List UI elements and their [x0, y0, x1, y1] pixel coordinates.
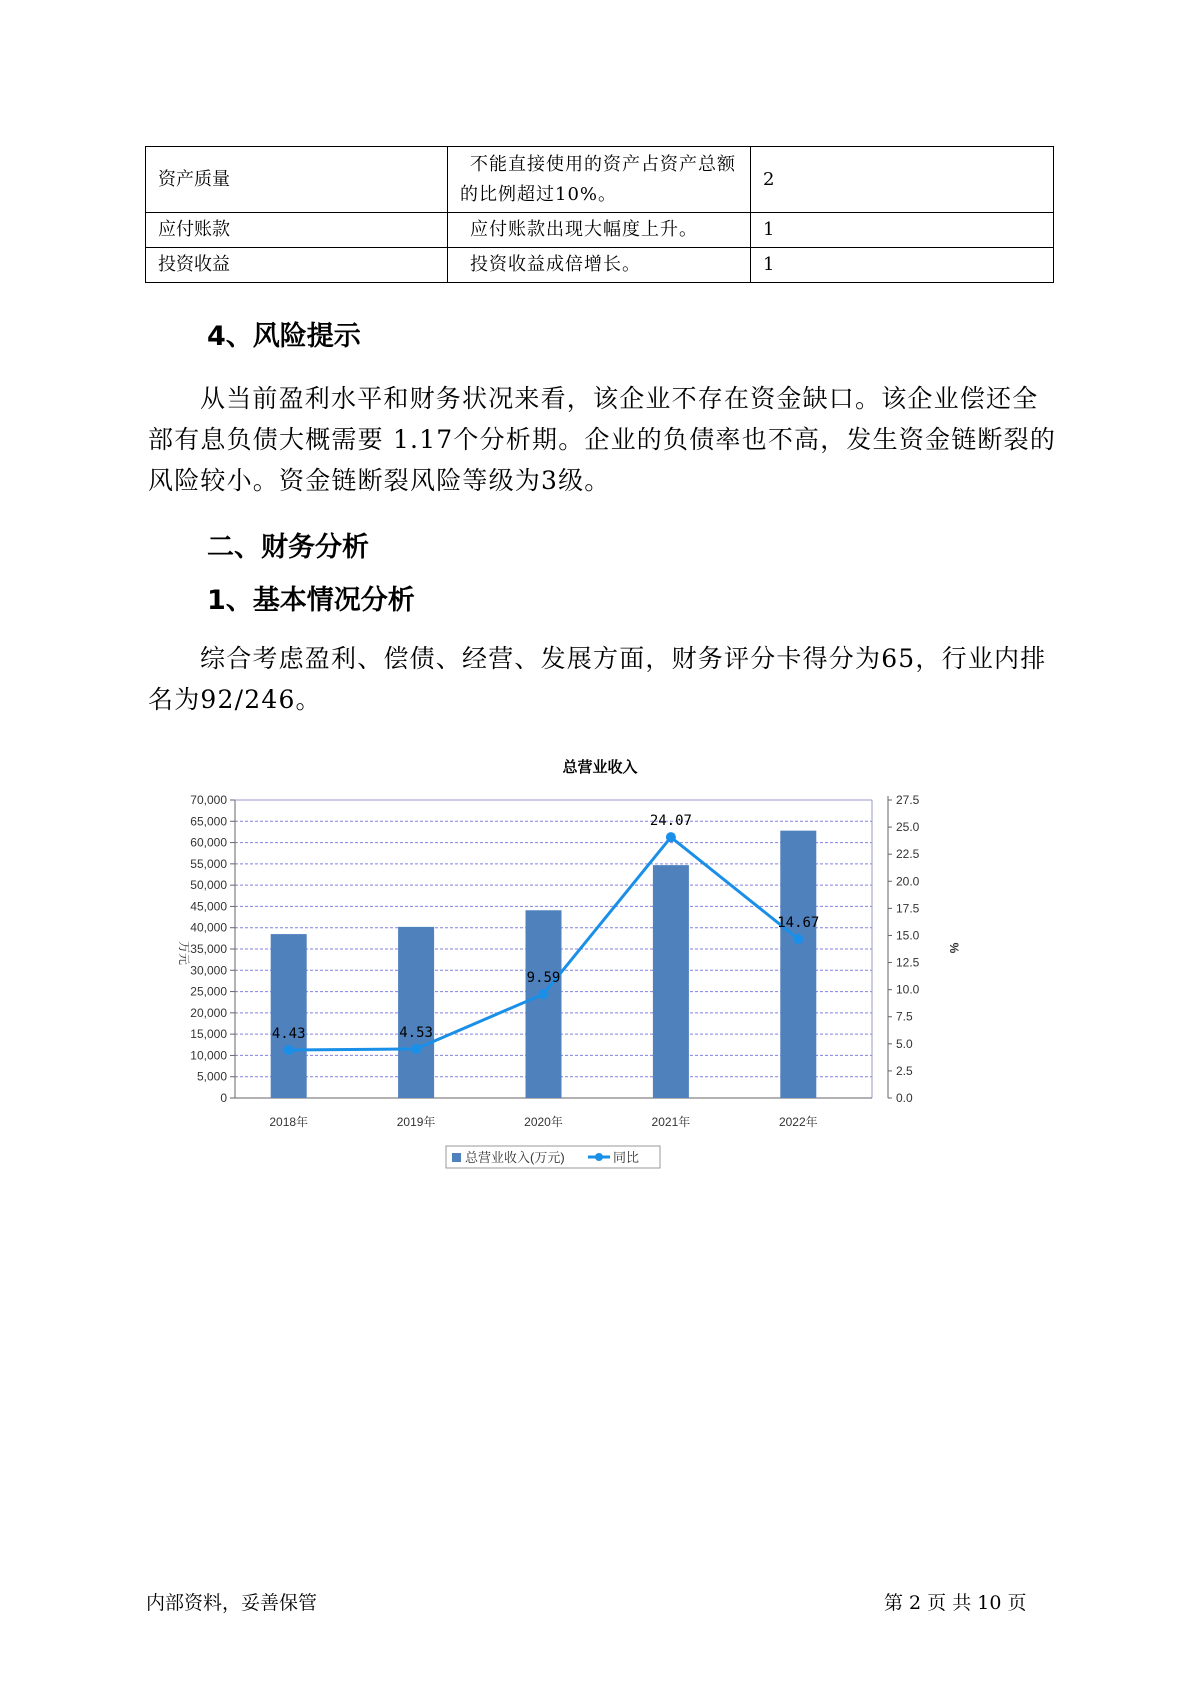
x-tick-label: 2021年 [651, 1115, 691, 1129]
bar [653, 865, 689, 1098]
legend-swatch-point [595, 1153, 603, 1161]
y-axis-title-left: 万元 [177, 940, 191, 966]
x-tick-label: 2019年 [396, 1115, 436, 1129]
line-point [284, 1045, 294, 1055]
y-tick-label-right: 20.0 [896, 874, 920, 889]
table-row [146, 147, 1054, 213]
legend-label-line: 同比 [613, 1150, 640, 1165]
y-tick-label-right: 12.5 [896, 955, 920, 970]
data-label: 9.59 [526, 970, 561, 987]
y-tick-label-left: 65,000 [190, 814, 227, 829]
basic-heading: 1、基本情况分析 [207, 585, 415, 616]
y-tick-label-right: 7.5 [896, 1009, 913, 1024]
y-tick-label-left: 5,000 [196, 1069, 227, 1084]
table-cell-score: 2 [751, 147, 1054, 213]
y-tick-label-right: 10.0 [896, 982, 920, 997]
line-point [539, 989, 549, 999]
footer-confidential: 内部资料，妥善保管 [146, 1592, 318, 1614]
y-tick-label-left: 55,000 [190, 856, 227, 871]
revenue-chart [150, 745, 1050, 1210]
y-tick-label-right: 27.5 [896, 793, 920, 807]
line-point [666, 832, 676, 842]
finance-heading: 二、财务分析 [207, 532, 369, 563]
table-cell-item: 应付账款 [146, 213, 448, 248]
y-tick-label-right: 17.5 [896, 901, 920, 916]
y-tick-label-left: 40,000 [190, 920, 227, 935]
y-tick-label-left: 70,000 [190, 793, 227, 807]
bar [780, 831, 816, 1098]
table-row [146, 213, 1054, 248]
footer-page-number: 第 2 页 共 10 页 [884, 1592, 1027, 1614]
basic-paragraph: 综合考虑盈利、偿债、经营、发展方面，财务评分卡得分为65，行业内排名为92/246。 [148, 644, 1047, 714]
data-label: 4.43 [271, 1025, 306, 1042]
y-tick-label-right: 15.0 [896, 928, 920, 943]
table-row [146, 248, 1054, 283]
table-cell-desc: 投资收益成倍增长。 [448, 248, 751, 283]
legend-swatch-bar [452, 1153, 461, 1162]
y-tick-label-right: 25.0 [896, 820, 920, 835]
risk-heading: 4、风险提示 [207, 321, 361, 352]
chart-title: 总营业收入 [562, 759, 638, 776]
line-point [411, 1044, 421, 1054]
line-point [793, 934, 803, 944]
data-label: 14.67 [777, 915, 820, 932]
y-tick-label-left: 25,000 [190, 984, 227, 999]
y-tick-label-right: 22.5 [896, 847, 920, 862]
y-tick-label-left: 20,000 [190, 1005, 227, 1020]
y-tick-label-left: 50,000 [190, 878, 227, 893]
x-tick-label: 2018年 [269, 1115, 309, 1129]
risk-paragraph: 从当前盈利水平和财务状况来看，该企业不存在资金缺口。该企业偿还全部有息负债大概需要 1.17个分析期。企业的负债率也不高，发生资金链断裂的风险较小。资金链断裂风险等级为3级。 [148, 384, 1057, 495]
y-tick-label-left: 35,000 [190, 942, 227, 956]
risk-table [145, 146, 1054, 283]
y-tick-label-right: 0.0 [896, 1091, 913, 1105]
y-axis-title-right: % [947, 942, 961, 954]
legend-label-bar: 总营业收入(万元) [465, 1150, 565, 1165]
chart-bars [271, 831, 820, 1098]
table-cell-item: 资产质量 [146, 147, 448, 213]
table-cell-item: 投资收益 [146, 248, 448, 283]
y-tick-label-left: 10,000 [190, 1048, 227, 1063]
y-tick-label-left: 0 [220, 1091, 227, 1105]
y-tick-label-left: 30,000 [190, 963, 227, 978]
data-label: 4.53 [399, 1024, 433, 1041]
y-tick-label-left: 45,000 [190, 899, 227, 914]
table-cell-score: 1 [751, 248, 1054, 283]
table-cell-desc: 应付账款出现大幅度上升。 [448, 213, 751, 248]
y-tick-label-right: 2.5 [896, 1063, 913, 1078]
bar [271, 934, 307, 1098]
x-tick-label: 2020年 [524, 1115, 563, 1129]
table-cell-score: 1 [751, 213, 1054, 248]
chart-legend [446, 1146, 660, 1168]
data-label: 24.07 [649, 813, 692, 830]
bar [398, 927, 434, 1098]
y-tick-label-left: 60,000 [190, 835, 227, 850]
bar [526, 910, 562, 1098]
y-tick-label-left: 15,000 [190, 1027, 227, 1042]
table-cell-desc: 不能直接使用的资产占资产总额的比例超过10%。 [448, 147, 751, 213]
x-tick-label: 2022年 [778, 1115, 818, 1129]
y-tick-label-right: 5.0 [896, 1036, 913, 1051]
